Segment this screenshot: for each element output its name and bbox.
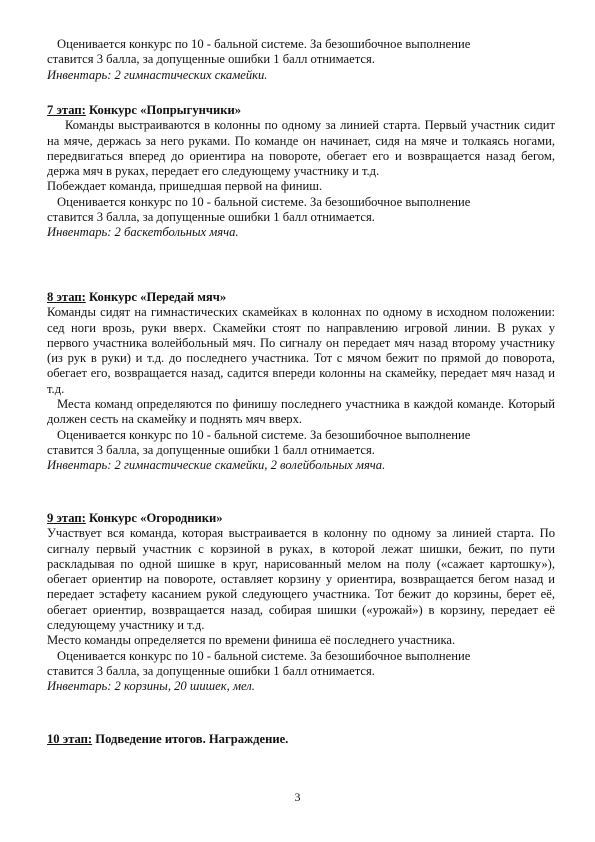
section-stage-7 [47,103,555,241]
stage-word: этап: [56,103,86,117]
scoring-line: ставится 3 балла, за допущенные ошибки 1 балл отнимается. [47,442,375,457]
stage-title: Конкурс «Попрыгунчики» [88,103,242,117]
winner-line: Побеждает команда, пришедшая первой на финиш. [47,179,323,194]
stage-title: Конкурс «Огородники» [88,511,223,525]
stage-heading [47,103,555,118]
places-line: Места команд определяются по финишу последнего участника в каждой команде. Который должен сесть на скамейку и поднять мяч вверх. [47,397,555,427]
places-line: Место команды определяется по времени финиша её последнего участника. [47,633,456,648]
section-continuation [47,37,555,83]
stage-description: Команды выстраиваются в колонны по одному за линией старта. Первый участник сидит на мяче, держась за него руками. По команде он начинает, сидя на мяче и толкаясь ногами, передвигаться вперед до ориентира на повороте, обегает его и возвращается назад бегом, держа мяч в руках, передает его следующему участнику и т.д. [47,118,555,179]
inventory-line: Инвентарь: 2 баскетбольных мяча. [47,225,239,240]
scoring-line: Оценивается конкурс по 10 - бальной системе. За безошибочное выполнение [57,37,471,51]
stage-heading [47,732,555,747]
stage-description: Команды сидят на гимнастических скамейках в колоннах по одному в исходном положении: сед ноги врозь, руки вверх. Скамейки стоят по направлению игровой линии. В руках у первого участника волейбольный мяч. По сигналу он передает мяч назад второму участнику (из рук в руки) и т.д. до последнего участника. Тот с мячом бежит по прямой до поворота, обегает его, возвращается назад, садится впереди колонны на скамейку, передает мяч назад и т.д. [47,305,555,396]
inventory-line: Инвентарь: 2 гимнастических скамейки. [47,67,268,82]
scoring-line: ставится 3 балла, за допущенные ошибки 1 балл отнимается. [47,663,375,678]
stage-number: 10 [47,732,60,746]
stage-title: Конкурс «Передай мяч» [88,290,227,304]
scoring-line: Оценивается конкурс по 10 - бальной системе. За безошибочное выполнение [57,648,471,663]
scoring-line: ставится 3 балла, за допущенные ошибки 1 балл отнимается. [47,52,375,67]
stage-number: 8 [47,290,54,304]
stage-number: 7 [47,103,54,117]
inventory-line: Инвентарь: 2 гимнастические скамейки, 2 волейбольных мяча. [47,458,386,473]
stage-description: Участвует вся команда, которая выстраивается в колонну по одному за линией старта. По сигналу первый участник с корзиной в руках, в которой лежат шишки, бежит, по пути раскладывая по одной шишке в круг, нарисованный мелом на полу («сажает картошку»), обегает ориентир на повороте, оставляет корзину у ориентира, возвращается бегом назад и передает эстафету касанием рукой следующего участника. Тот бежит до корзины, берет её, обегает ориентир, возвращается назад, собирая шишки («урожай») в корзину, передает её следующему участнику и т.д. [47,526,555,633]
stage-number: 9 [47,511,54,525]
section-stage-10 [47,732,555,747]
scoring-line: Оценивается конкурс по 10 - бальной системе. За безошибочное выполнение [57,194,471,209]
stage-word: этап: [56,290,86,304]
section-stage-8 [47,290,555,474]
stage-heading [47,290,555,305]
scoring-line: Оценивается конкурс по 10 - бальной системе. За безошибочное выполнение [57,427,471,442]
section-stage-9 [47,511,555,695]
scoring-line: ставится 3 балла, за допущенные ошибки 1 балл отнимается. [47,210,375,225]
stage-word: этап: [56,511,86,525]
inventory-line: Инвентарь: 2 корзины, 20 шишек, мел. [47,679,255,694]
stage-word: этап: [62,732,93,746]
page-number: 3 [294,790,301,804]
stage-heading [47,511,555,526]
stage-title: Подведение итогов. Награждение. [95,732,289,746]
